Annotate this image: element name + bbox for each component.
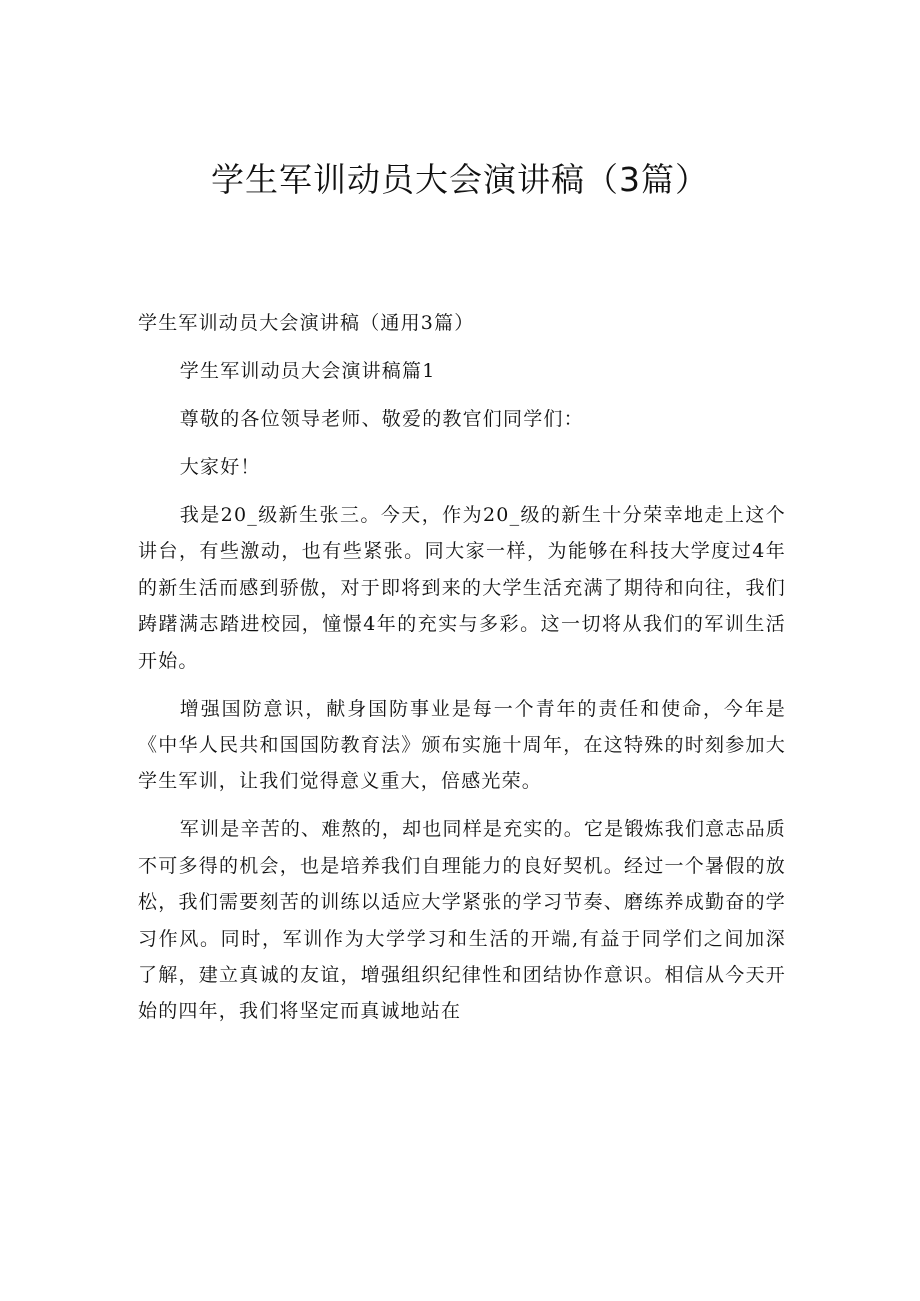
body-paragraph: 增强国防意识，献身国防事业是每一个青年的责任和使命，今年是《中华人民共和国国防教育法》颁布实施十周年，在这特殊的时刻参加大学生军训，让我们觉得意义重大，倍感光荣。 bbox=[138, 697, 786, 793]
greeting-paragraph: 大家好！ bbox=[179, 456, 261, 478]
document-title: 学生军训动员大会演讲稿（3篇） bbox=[211, 160, 709, 199]
document-body bbox=[138, 305, 786, 1030]
subtitle-paragraph: 学生军训动员大会演讲稿（通用3篇） bbox=[138, 312, 475, 334]
salutation-paragraph: 尊敬的各位领导老师、敬爱的教官们同学们： bbox=[179, 408, 584, 430]
section-heading: 学生军训动员大会演讲稿篇1 bbox=[179, 360, 436, 382]
body-paragraph: 军训是辛苦的、难熬的，却也同样是充实的。它是锻炼我们意志品质不可多得的机会，也是培养我们自理能力的良好契机。经过一个暑假的放松，我们需要刻苦的训练以适应大学紧张的学习节奏、磨练养成勤奋的学习作风。同时，军训作为大学学习和生活的开端,有益于同学们之间加深了解，建立真诚的友谊，增强组织纪律性和团结协作意识。相信从今天开始的四年，我们将坚定而真诚地站在 bbox=[138, 818, 786, 1023]
body-paragraph: 我是20_级新生张三。今天，作为20_级的新生十分荣幸地走上这个讲台，有些激动，也有些紧张。同大家一样，为能够在科技大学度过4年的新生活而感到骄傲，对于即将到来的大学生活充满了期待和向往，我们踌躇满志踏进校园，憧憬4年的充实与多彩。这一切将从我们的军训生活开始。 bbox=[138, 504, 786, 672]
